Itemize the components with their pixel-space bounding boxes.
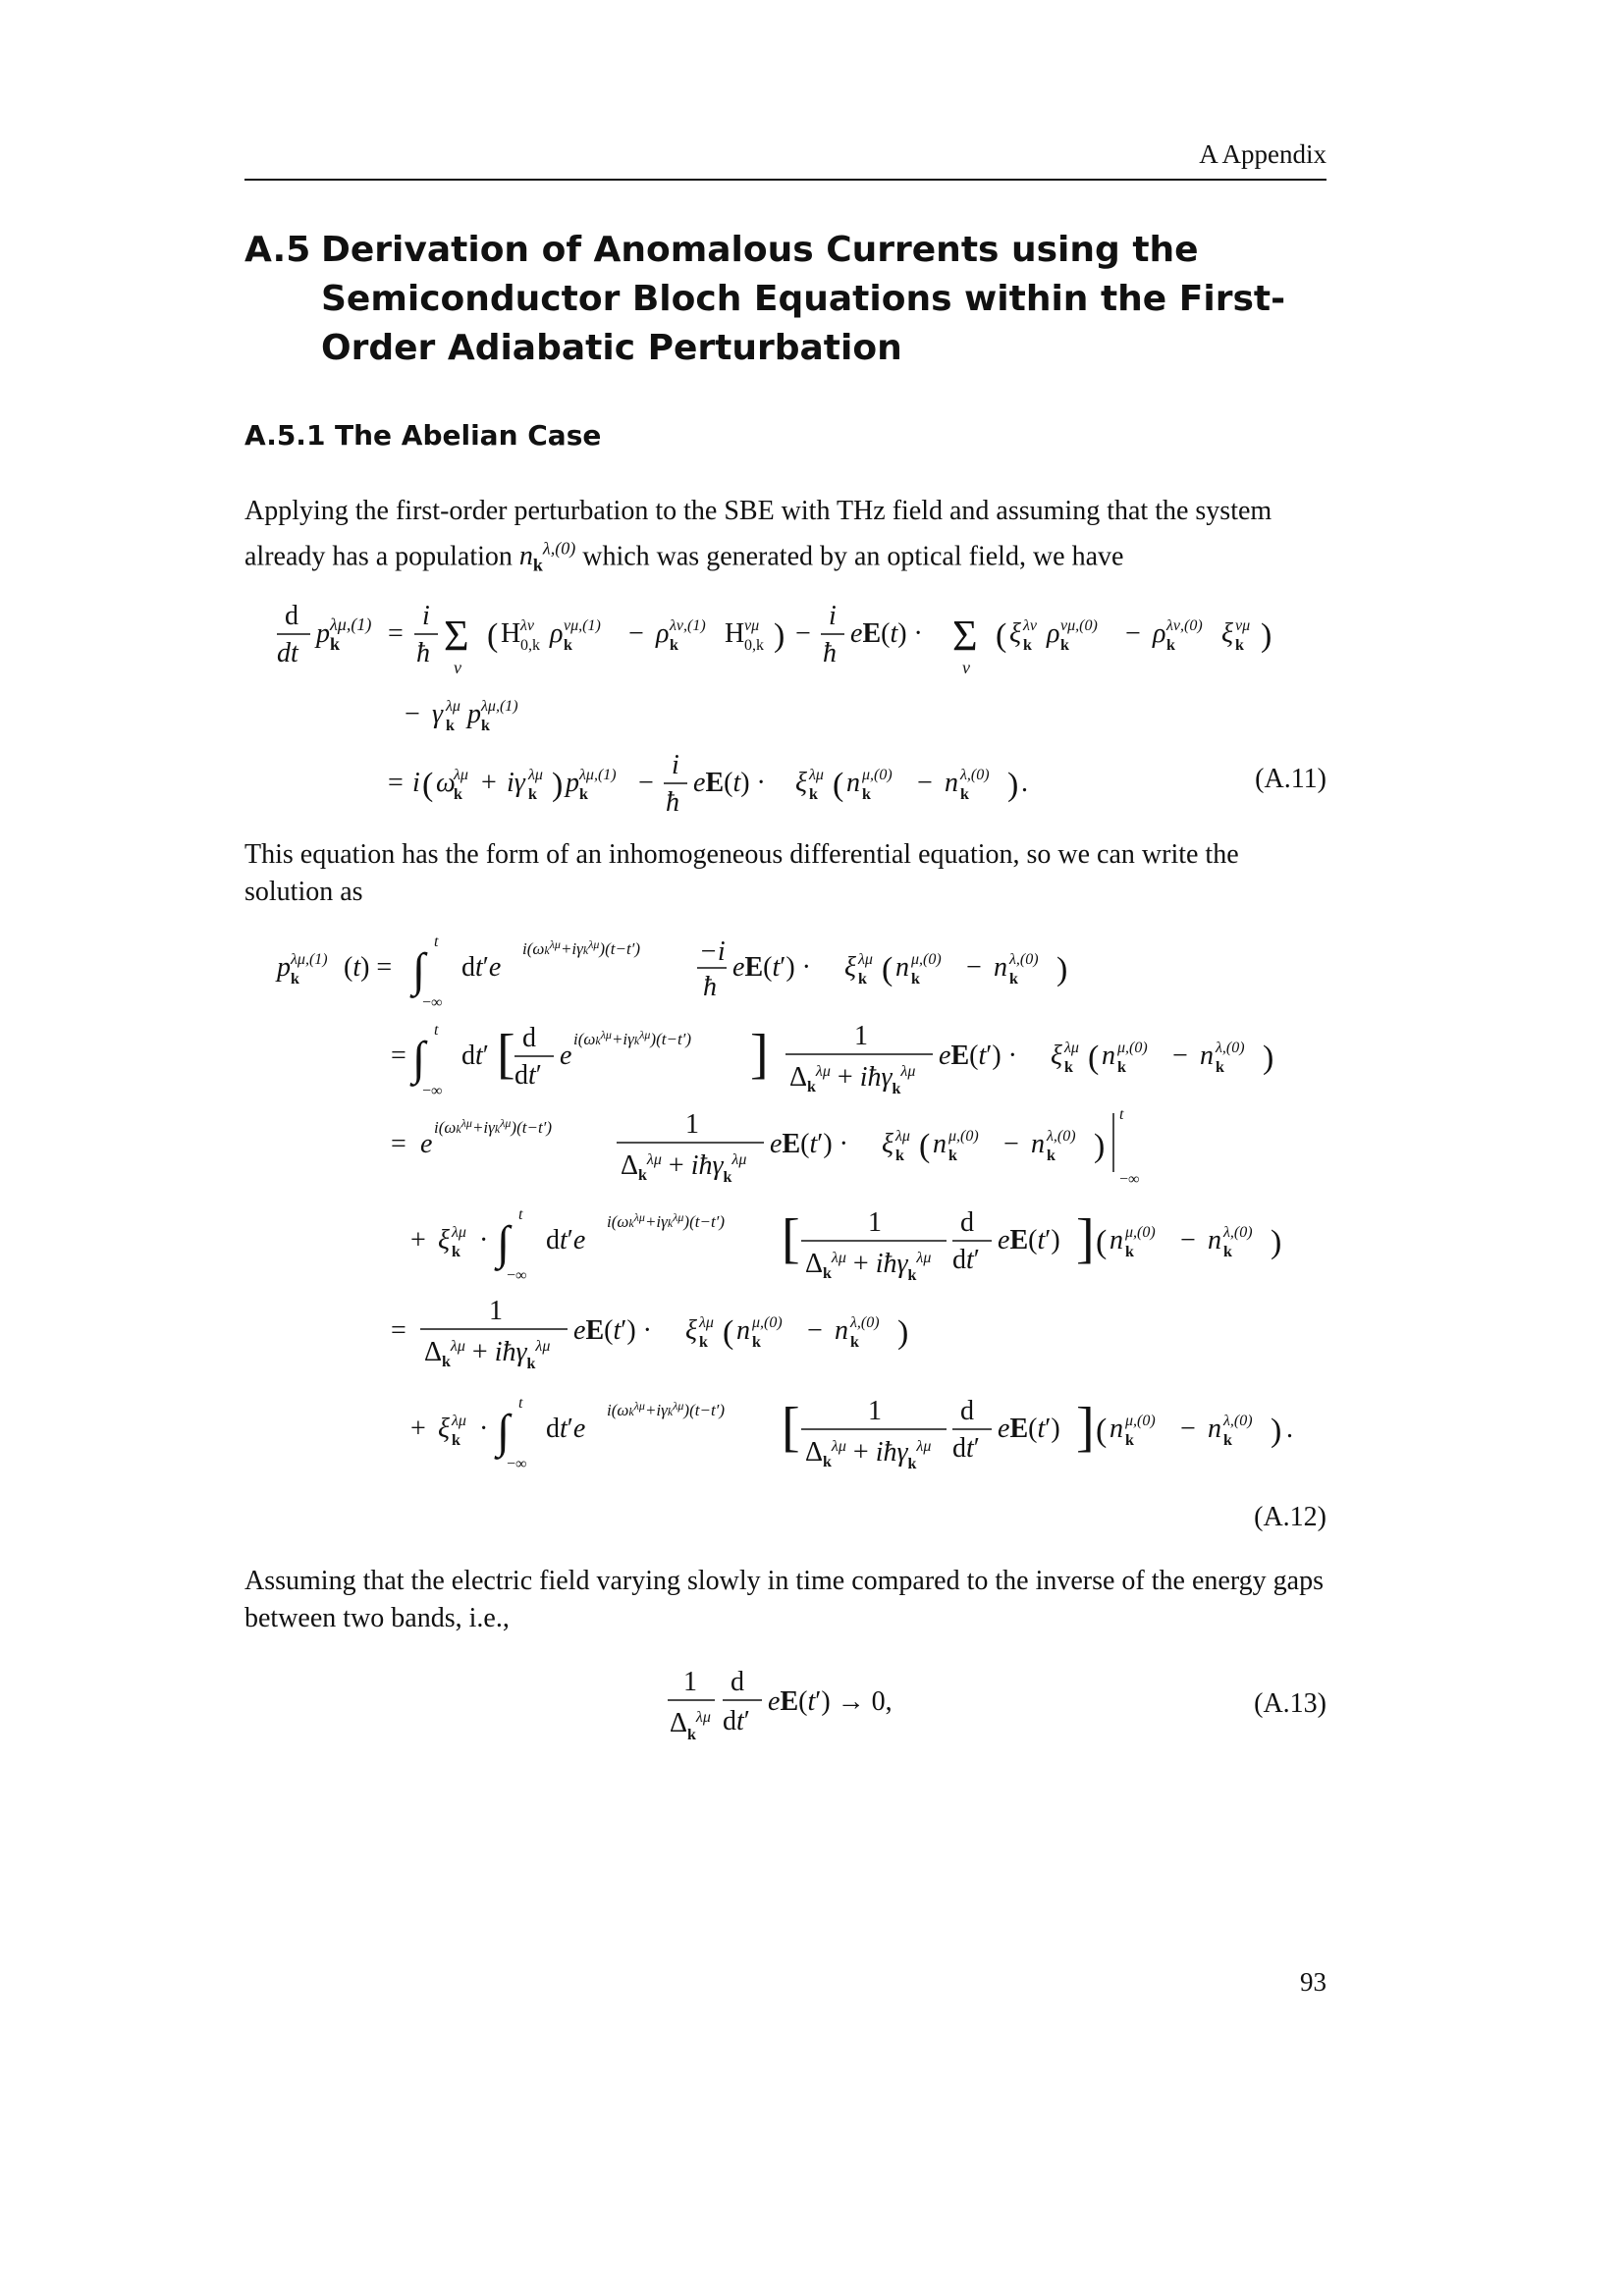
svg-text:k: k — [330, 634, 341, 654]
svg-text:k: k — [809, 786, 818, 803]
svg-text:): ) — [1056, 951, 1068, 988]
svg-text:d: d — [960, 1207, 974, 1238]
svg-text:λ,(0): λ,(0) — [960, 767, 990, 783]
svg-text:p: p — [277, 952, 291, 983]
svg-text:ν: ν — [454, 658, 461, 677]
svg-text:t: t — [1119, 1106, 1124, 1123]
svg-text:ξ: ξ — [882, 1129, 893, 1159]
svg-text:k: k — [1125, 1432, 1134, 1449]
svg-text:−∞: −∞ — [1119, 1171, 1140, 1188]
svg-text:dt′: dt′ — [514, 1060, 542, 1091]
svg-text:=: = — [388, 618, 404, 649]
svg-text:): ) — [552, 767, 564, 803]
svg-text:Δkλμ: $\Delta_k^{\lambda\mu}$ — [670, 1708, 711, 1743]
svg-text:dt: dt — [277, 638, 298, 668]
svg-text:dt′: dt′ — [952, 1245, 980, 1275]
svg-text:ξ: ξ — [1051, 1041, 1062, 1071]
svg-text:k: k — [960, 786, 969, 803]
svg-text:k: k — [1009, 971, 1018, 988]
svg-text:k: k — [1064, 1059, 1073, 1076]
paragraph-intro-b: which was generated by an optical field, we have — [582, 541, 1124, 572]
svg-text:(: ( — [723, 1314, 734, 1351]
svg-text:p: p — [316, 618, 330, 649]
svg-text:eE(t′): eE(t′) — [998, 1225, 1060, 1255]
svg-text:∫: ∫ — [497, 1217, 511, 1269]
svg-text:ξ: ξ — [1221, 618, 1233, 649]
svg-text:ρ: ρ — [1047, 618, 1060, 649]
svg-text:λν: λν — [1023, 617, 1038, 634]
svg-text:λμ: λμ — [858, 951, 873, 968]
svg-text:−: − — [1125, 618, 1141, 649]
svg-text:): ) — [1261, 617, 1272, 654]
svg-text:.: . — [1286, 1414, 1293, 1444]
svg-text:λ,(0): λ,(0) — [1216, 1040, 1245, 1056]
svg-text:·: · — [479, 1414, 489, 1444]
svg-text:d: d — [522, 1023, 536, 1053]
svg-text:n: n — [1110, 1414, 1123, 1444]
svg-text:n: n — [1110, 1225, 1123, 1255]
svg-text:]: ] — [1076, 1208, 1095, 1269]
svg-text:−: − — [1003, 1129, 1019, 1159]
svg-text:dt′: dt′ — [952, 1433, 980, 1464]
svg-text:(: ( — [1088, 1040, 1100, 1076]
svg-text:]: ] — [1076, 1397, 1095, 1458]
svg-text:k: k — [454, 786, 462, 803]
svg-text:eE(t′) ·: eE(t′) · — [732, 952, 812, 983]
svg-text:ξ: ξ — [844, 952, 856, 983]
svg-text:d: d — [731, 1667, 744, 1697]
svg-text:i(ωkλμ+iγkλμ)(t−t′): $i(\omega k^{\lambda\mu}+i\gamma k^{\lambda\mu})(t-t')$ — [607, 1210, 726, 1231]
svg-text:−∞: −∞ — [507, 1456, 527, 1472]
svg-text:i(ωkλμ+iγkλμ)(t−t′): $i(\omega k^{\lambda\mu}+i\gamma k^{\lambda\mu})(t-t')$ — [607, 1399, 726, 1419]
svg-text:[: [ — [497, 1024, 515, 1085]
svg-text:λμ: λμ — [452, 1413, 466, 1429]
svg-text:λμ: λμ — [452, 1224, 466, 1241]
svg-text:ρ: ρ — [550, 618, 564, 649]
svg-text:Δkλμ + iħγkλμ: $\Delta_k^{\lambda\mu}$ + iħγ$_k^{\lambda\mu}$ — [621, 1150, 747, 1186]
svg-text:μ,(0): μ,(0) — [911, 951, 942, 968]
svg-text:k: k — [1166, 637, 1175, 654]
svg-text:): ) — [1094, 1128, 1106, 1164]
svg-text:+: + — [410, 1414, 426, 1444]
svg-text:t: t — [518, 1395, 523, 1412]
subsection-title — [244, 416, 601, 455]
svg-text:=: = — [388, 768, 404, 798]
svg-text:k: k — [564, 637, 572, 654]
svg-text:μ,(0): μ,(0) — [862, 767, 893, 783]
svg-text:d: d — [285, 601, 298, 631]
svg-text:0,k: 0,k — [744, 637, 764, 654]
svg-text:(: ( — [833, 767, 844, 803]
svg-text:ω: ω — [436, 768, 456, 798]
svg-text:−: − — [966, 952, 982, 983]
running-head: A Appendix — [244, 135, 1326, 181]
svg-text:−i: −i — [699, 936, 726, 967]
svg-text:n: n — [933, 1129, 947, 1159]
svg-text:νμ: νμ — [744, 617, 760, 634]
svg-text:k: k — [895, 1148, 904, 1164]
equation-a11 — [265, 595, 1306, 840]
svg-text:(t) =: (t) = — [344, 952, 393, 983]
svg-text:(: ( — [1096, 1413, 1108, 1449]
section-number: A.5 — [244, 230, 311, 270]
svg-text:−: − — [807, 1315, 823, 1346]
svg-text:k: k — [1223, 1432, 1232, 1449]
svg-text:λμ,(1): λμ,(1) — [481, 698, 518, 715]
svg-text:k: k — [452, 1432, 460, 1449]
svg-text:k: k — [752, 1334, 761, 1351]
svg-text:1: 1 — [489, 1296, 503, 1326]
svg-text:k: k — [1023, 637, 1032, 654]
svg-text:λμ: λμ — [454, 767, 468, 783]
subsection-title-text: The Abelian Case — [335, 419, 602, 452]
svg-text:−: − — [917, 768, 933, 798]
equation-tag-a11: (A.11) — [1255, 764, 1326, 794]
svg-text:n: n — [1031, 1129, 1045, 1159]
svg-text:μ,(0): μ,(0) — [1125, 1224, 1156, 1241]
paragraph-intro-a: Applying the first-order perturbation to the SBE with THz field and assuming that the system already has a population — [244, 496, 1272, 572]
svg-text:dt′e: dt′e — [461, 952, 502, 983]
svg-text:ρ: ρ — [656, 618, 670, 649]
svg-text:k: k — [1117, 1059, 1126, 1076]
svg-text:νμ,(0): νμ,(0) — [1060, 617, 1098, 634]
svg-text:k: k — [1235, 637, 1244, 654]
svg-text:Σ: Σ — [444, 612, 469, 660]
svg-text:Δkλμ + iħγkλμ: $\Delta_k^{\lambda\mu}$ + iħγ$_k^{\lambda\mu}$ — [789, 1062, 916, 1097]
svg-text:i(ωkλμ+iγkλμ)(t−t′): $i(\omega k^{\lambda\mu}+i\gamma k^{\lambda\mu})(t-t')$ — [522, 937, 641, 958]
svg-text:Δkλμ + iħγkλμ: $\Delta_k^{\lambda\mu}$ + iħγ$_k^{\lambda\mu}$ — [805, 1437, 932, 1472]
svg-text:dt′e: dt′e — [546, 1414, 586, 1444]
svg-text:eE(t) ·: eE(t) · — [850, 618, 923, 649]
svg-text:−∞: −∞ — [507, 1267, 527, 1284]
svg-text:+: + — [410, 1225, 426, 1255]
svg-text:ξ: ξ — [685, 1315, 697, 1346]
svg-text:dt′e: dt′e — [546, 1225, 586, 1255]
paragraph-solution: This equation has the form of an inhomogeneous differential equation, so we can write the solution as — [244, 839, 1239, 907]
svg-text:k: k — [670, 637, 678, 654]
svg-text:n: n — [1208, 1414, 1221, 1444]
svg-text:k: k — [528, 786, 537, 803]
svg-text:λμ: λμ — [528, 767, 543, 783]
svg-text:iγ: iγ — [507, 768, 525, 798]
svg-text:ν: ν — [962, 658, 970, 677]
svg-text:−: − — [1180, 1414, 1196, 1444]
svg-text:Δkλμ + iħγkλμ: $\Delta_k^{\lambda\mu}$ + iħγ$_k^{\lambda\mu}$ — [805, 1249, 932, 1284]
svg-text:i: i — [412, 768, 420, 798]
svg-text:ħ: ħ — [416, 638, 430, 668]
svg-text:n: n — [835, 1315, 848, 1346]
svg-text:k: k — [446, 718, 455, 734]
svg-text:): ) — [1007, 767, 1019, 803]
svg-text:ħ: ħ — [666, 787, 679, 818]
svg-text:[: [ — [782, 1208, 800, 1269]
section-title-text: Derivation of Anomalous Currents using the Semiconductor Bloch Equations within the First-Order Adiabatic Perturbation — [321, 230, 1286, 368]
svg-text:−: − — [638, 768, 654, 798]
svg-text:=: = — [391, 1129, 406, 1159]
svg-text:H: H — [725, 618, 745, 649]
section-title — [244, 226, 1344, 373]
svg-text:): ) — [897, 1314, 909, 1351]
svg-text:1: 1 — [868, 1207, 882, 1238]
svg-text:k: k — [850, 1334, 859, 1351]
equation-a13 — [658, 1657, 972, 1765]
paragraph-assumption: Assuming that the electric field varying slowly in time compared to the inverse of the energy gaps between two bands, i.e., — [244, 1566, 1324, 1633]
svg-text:∫: ∫ — [412, 1033, 426, 1085]
svg-text:−∞: −∞ — [422, 994, 443, 1011]
svg-text:−∞: −∞ — [422, 1083, 443, 1099]
svg-text:Σ: Σ — [952, 612, 978, 660]
svg-text:i: i — [672, 750, 679, 780]
svg-text:t: t — [434, 1022, 439, 1039]
svg-text:eE(t′) ·: eE(t′) · — [939, 1041, 1018, 1071]
svg-text:]: ] — [750, 1024, 769, 1085]
svg-text:ξ: ξ — [438, 1225, 450, 1255]
svg-text:d: d — [960, 1396, 974, 1426]
svg-text:k: k — [452, 1244, 460, 1260]
equation-tag-a13: (A.13) — [1254, 1688, 1326, 1719]
svg-text:λ,(0): λ,(0) — [1009, 951, 1039, 968]
svg-text:k: k — [1216, 1059, 1224, 1076]
svg-text:λμ: λμ — [809, 767, 824, 783]
svg-text:λμ,(1): λμ,(1) — [579, 767, 617, 783]
svg-text:k: k — [1047, 1148, 1056, 1164]
svg-text:eE(t′) ·: eE(t′) · — [770, 1129, 849, 1159]
svg-text:e: e — [420, 1129, 433, 1159]
svg-text:Δkλμ + iħγkλμ: $\Delta_k^{\lambda\mu}$ + iħγ$_k^{\lambda\mu}$ — [424, 1337, 551, 1372]
svg-text:t: t — [518, 1206, 523, 1223]
svg-text:eE(t) ·: eE(t) · — [693, 768, 766, 798]
svg-text:λν,(1): λν,(1) — [670, 617, 706, 634]
svg-text:k: k — [1060, 637, 1069, 654]
svg-text:λμ: λμ — [699, 1314, 714, 1331]
svg-text:): ) — [774, 617, 785, 654]
svg-text:=: = — [391, 1315, 406, 1346]
svg-text:eE(t′) ·: eE(t′) · — [573, 1315, 653, 1346]
svg-text:k: k — [948, 1148, 957, 1164]
svg-text:n: n — [994, 952, 1007, 983]
svg-text:λμ,(1): λμ,(1) — [330, 614, 372, 634]
svg-text:νμ: νμ — [1235, 617, 1251, 634]
svg-text:μ,(0): μ,(0) — [1117, 1040, 1148, 1056]
svg-text:ħ: ħ — [703, 972, 717, 1002]
svg-text:k: k — [858, 971, 867, 988]
svg-text:p: p — [467, 699, 481, 729]
svg-text:): ) — [1263, 1040, 1274, 1076]
svg-text:dt′: dt′ — [461, 1041, 489, 1071]
svg-text:n: n — [945, 768, 958, 798]
paragraph-intro — [244, 493, 1326, 584]
svg-text:μ,(0): μ,(0) — [948, 1128, 979, 1145]
svg-text:1: 1 — [683, 1667, 697, 1697]
svg-text:.: . — [1021, 768, 1028, 798]
svg-text:1: 1 — [854, 1021, 868, 1051]
svg-text:(: ( — [422, 767, 434, 803]
svg-text:ξ: ξ — [438, 1414, 450, 1444]
svg-text:∫: ∫ — [412, 944, 426, 996]
svg-text:λ,(0): λ,(0) — [850, 1314, 880, 1331]
equation-a12 — [265, 927, 1306, 1516]
subsection-number: A.5.1 — [244, 419, 326, 452]
svg-text:λμ: λμ — [1064, 1040, 1079, 1056]
svg-text:i(ωkλμ+iγkλμ)(t−t′): $i(\omega k^{\lambda\mu}+i\gamma k^{\lambda\mu})(t-t')$ — [573, 1028, 692, 1048]
svg-text:n: n — [846, 768, 860, 798]
svg-text:): ) — [1271, 1413, 1282, 1449]
svg-text:ξ: ξ — [1009, 618, 1021, 649]
svg-text:n: n — [1208, 1225, 1221, 1255]
svg-text:μ,(0): μ,(0) — [752, 1314, 783, 1331]
svg-text:k: k — [291, 971, 299, 988]
svg-text:p: p — [566, 768, 579, 798]
svg-text:−: − — [628, 618, 644, 649]
svg-text:t: t — [434, 934, 439, 950]
svg-text:γ: γ — [432, 699, 444, 729]
svg-text:ħ: ħ — [823, 638, 837, 668]
page-number: 93 — [1300, 1967, 1326, 1997]
svg-text:k: k — [481, 718, 490, 734]
svg-text:+: + — [481, 768, 497, 798]
svg-text:k: k — [1223, 1244, 1232, 1260]
svg-text:n: n — [736, 1315, 750, 1346]
svg-text:−: − — [795, 618, 811, 649]
svg-text:k: k — [862, 786, 871, 803]
svg-text:(: ( — [1096, 1224, 1108, 1260]
svg-text:(: ( — [919, 1128, 931, 1164]
svg-text:dt′: dt′ — [723, 1706, 750, 1736]
svg-text:i: i — [422, 601, 430, 631]
svg-text:eE(t′) → 0,: eE(t′) → 0, — [768, 1686, 893, 1717]
svg-text:λ,(0): λ,(0) — [1223, 1413, 1253, 1429]
svg-text:(: ( — [487, 617, 499, 654]
svg-text:e: e — [560, 1041, 572, 1071]
svg-text:λν,(0): λν,(0) — [1166, 617, 1203, 634]
svg-text:i: i — [829, 601, 837, 631]
svg-text:i(ωkλμ+iγkλμ)(t−t′): $i(\omega k^{\lambda\mu}+i\gamma k^{\lambda\mu})(t-t')$ — [434, 1116, 553, 1137]
svg-text:n: n — [1200, 1041, 1214, 1071]
svg-text:=: = — [391, 1041, 406, 1071]
svg-text:k: k — [579, 786, 588, 803]
svg-text:eE(t′): eE(t′) — [998, 1414, 1060, 1444]
svg-text:ξ: ξ — [795, 768, 807, 798]
svg-text:k: k — [1125, 1244, 1134, 1260]
svg-text:∫: ∫ — [497, 1406, 511, 1458]
equation-tag-a12: (A.12) — [1254, 1502, 1326, 1532]
svg-text:(: ( — [882, 951, 893, 988]
svg-text:λμ: λμ — [895, 1128, 910, 1145]
svg-text:H: H — [501, 618, 521, 649]
svg-text:1: 1 — [685, 1109, 699, 1140]
svg-text:νμ,(1): νμ,(1) — [564, 617, 601, 634]
svg-text:): ) — [1271, 1224, 1282, 1260]
svg-text:1: 1 — [868, 1396, 882, 1426]
svg-text:μ,(0): μ,(0) — [1125, 1413, 1156, 1429]
svg-text:n: n — [895, 952, 909, 983]
svg-text:λμ,(1): λμ,(1) — [291, 951, 328, 968]
svg-text:−: − — [1180, 1225, 1196, 1255]
svg-text:−: − — [405, 699, 420, 729]
svg-text:λ,(0): λ,(0) — [1047, 1128, 1076, 1145]
svg-text:ρ: ρ — [1153, 618, 1166, 649]
svg-text:[: [ — [782, 1397, 800, 1458]
svg-text:λ,(0): λ,(0) — [1223, 1224, 1253, 1241]
svg-text:λμ: λμ — [446, 698, 460, 715]
svg-text:−: − — [1172, 1041, 1188, 1071]
inline-math-n: $n_k^{\lambda,(0)}$ — [518, 539, 576, 575]
svg-text:k: k — [699, 1334, 708, 1351]
svg-text:·: · — [479, 1225, 489, 1255]
svg-text:k: k — [911, 971, 920, 988]
svg-text:n: n — [1102, 1041, 1115, 1071]
svg-text:λν: λν — [520, 617, 535, 634]
svg-text:0,k: 0,k — [520, 637, 540, 654]
svg-text:(: ( — [996, 617, 1007, 654]
